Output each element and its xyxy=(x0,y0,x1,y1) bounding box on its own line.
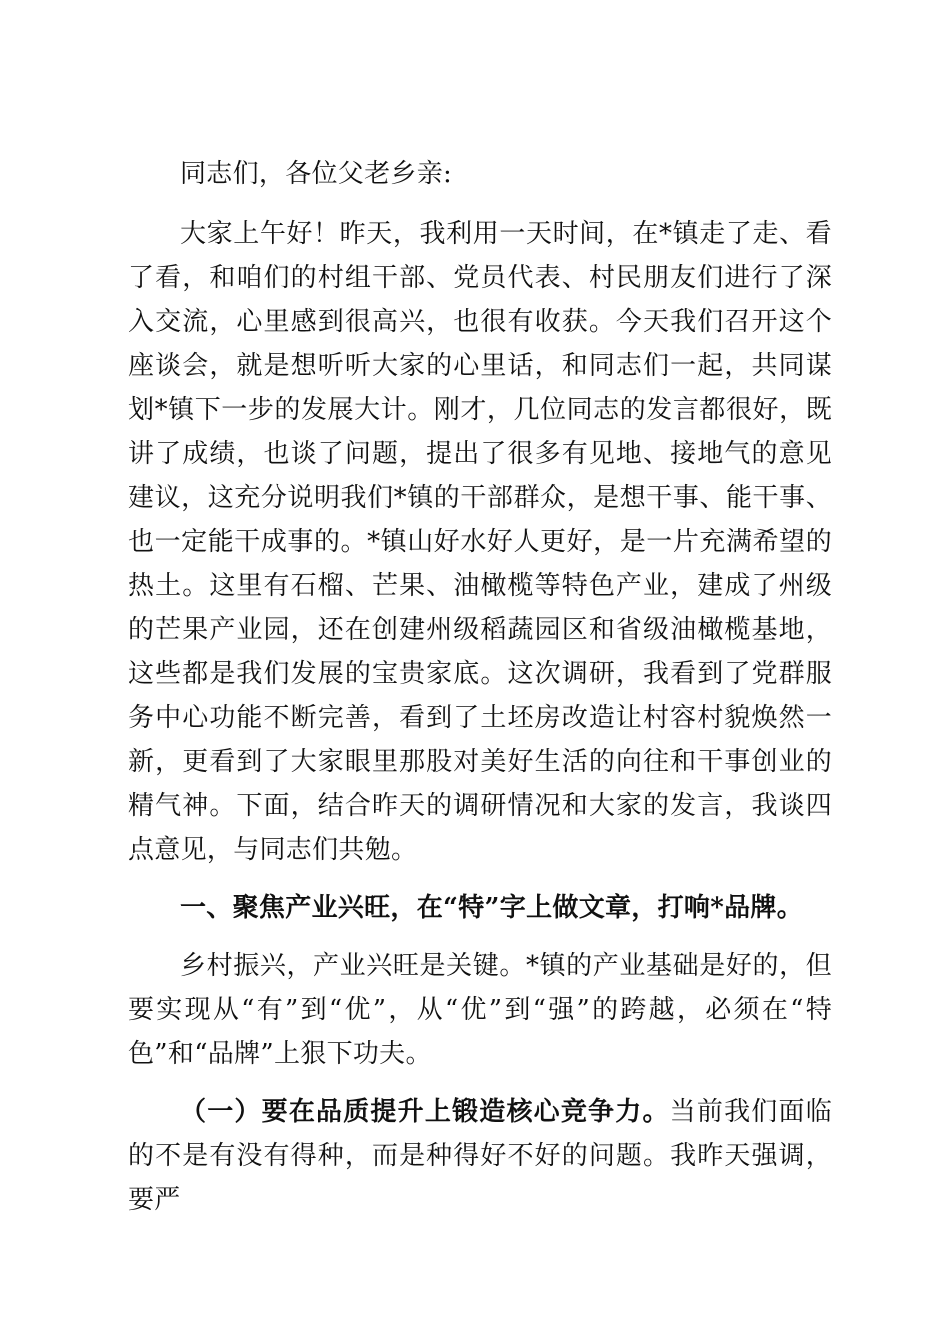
subsection-one-text: 当前我们面临的不是有没有得种，而是种得好不好的问题。我昨天强调，要严 xyxy=(128,1097,832,1215)
section-one-heading: 一、聚焦产业兴旺，在“特”字上做文章，打响*品牌。 xyxy=(180,893,804,923)
subsection-one-paragraph xyxy=(128,1090,832,1222)
section-one-paragraph: 乡村振兴，产业兴旺是关键。*镇的产业基础是好的，但要实现从“有”到“优”，从“优”到“强”的跨越，必须在“特色”和“品牌”上狠下功夫。 xyxy=(128,951,832,1069)
subsection-one-heading: （一）要在品质提升上锻造核心竞争力。 xyxy=(180,1097,670,1127)
salutation: 同志们，各位父老乡亲: xyxy=(180,159,453,189)
document-page xyxy=(128,152,832,1222)
intro-paragraph: 大家上午好！昨天，我利用一天时间，在*镇走了走、看了看，和咱们的村组干部、党员代表、村民朋友们进行了深入交流，心里感到很高兴，也很有收获。今天我们召开这个座谈会，就是想听听大家的心里话，和同志们一起，共同谋划*镇下一步的发展大计。刚才，几位同志的发言都很好，既讲了成绩，也谈了问题，提出了很多有见地、接地气的意见建议，这充分说明我们*镇的干部群众，是想干事、能干事、也一定能干成事的。*镇山好水好人更好，是一片充满希望的热土。这里有石榴、芒果、油橄榄等特色产业，建成了州级的芒果产业园，还在创建州级稻蔬园区和省级油橄榄基地，这些都是我们发展的宝贵家底。这次调研，我看到了党群服务中心功能不断完善，看到了土坯房改造让村容村貌焕然一新，更看到了大家眼里那股对美好生活的向往和干事创业的精气神。下面，结合昨天的调研情况和大家的发言，我谈四点意见，与同志们共勉。 xyxy=(128,219,832,865)
